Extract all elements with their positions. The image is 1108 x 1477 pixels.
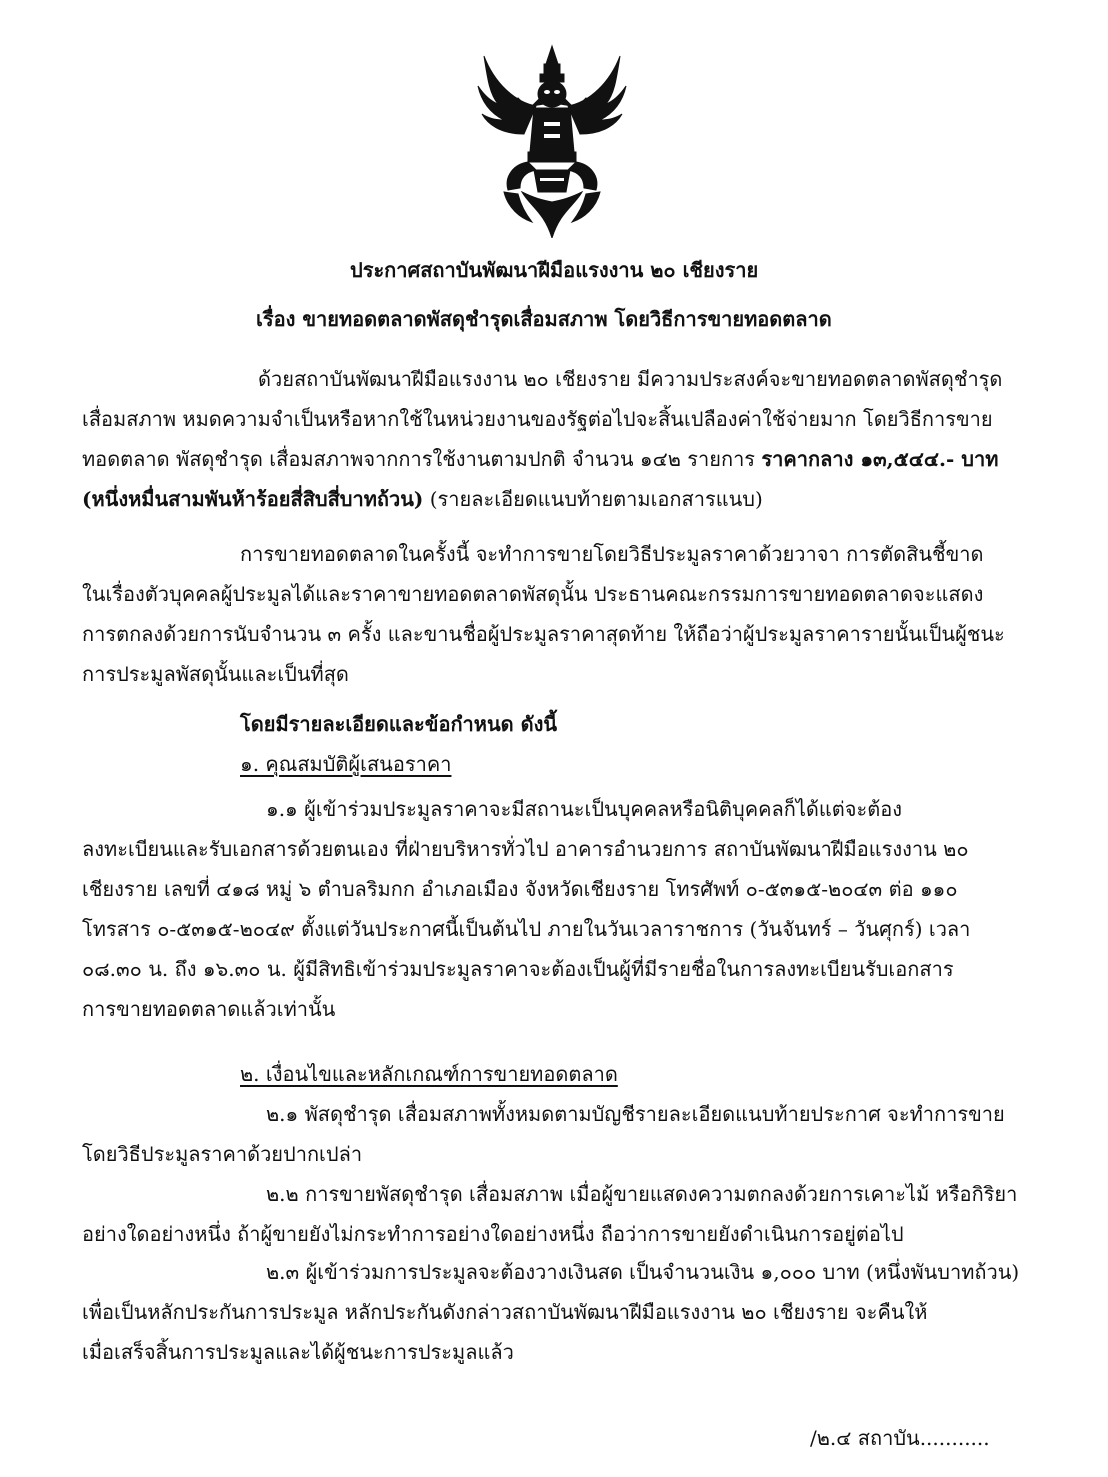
section1-line2: ลงทะเบียนและรับเอกสารด้วยตนเอง ที่ฝ่ายบริหารทั่วไป อาคารอำนวยการ สถาบันพัฒนาฝีมือแรงงาน ๒๐ — [82, 837, 969, 861]
median-price: ราคากลาง ๑๓,๕๔๔.- บาท — [761, 447, 999, 471]
section1-line5: ๐๘.๓๐ น. ถึง ๑๖.๓๐ น. ผู้มีสิทธิเข้าร่วมประมูลราคาจะต้องเป็นผู้ที่มีรายชื่อในการลงทะเบียนรับเอกสาร — [82, 957, 954, 981]
section2-item3-line2: เพื่อเป็นหลักประกันการประมูล หลักประกันดังกล่าวสถาบันพัฒนาฝีมือแรงงาน ๒๐ เชียงราย จะคืนให้ — [82, 1300, 928, 1324]
para2-line1: การขายทอดตลาดในครั้งนี้ จะทำการขายโดยวิธีประมูลราคาด้วยวาจา การตัดสินชี้ขาด — [240, 542, 984, 566]
section1-heading: ๑. คุณสมบัติผู้เสนอราคา — [240, 752, 452, 776]
garuda-emblem-icon — [474, 42, 630, 238]
section2-item3-line1: ๒.๓ ผู้เข้าร่วมการประมูลจะต้องวางเงินสด เป็นจำนวนเงิน ๑,๐๐๐ บาท (หนึ่งพันบาทถ้วน) — [266, 1260, 1020, 1284]
section1-line4: โทรสาร ๐-๕๓๑๕-๒๐๔๙ ตั้งแต่วันประกาศนี้เป็นต้นไป ภายในวันเวลาราชการ (วันจันทร์ – วันศุกร์) เวลา — [82, 917, 971, 941]
announcement-subject: เรื่อง ขายทอดตลาดพัสดุชำรุดเสื่อมสภาพ โดยวิธีการขายทอดตลาด — [256, 307, 832, 331]
section1-line3: เชียงราย เลขที่ ๔๑๘ หมู่ ๖ ตำบลริมกก อำเภอเมือง จังหวัดเชียงราย โทรศัพท์ ๐-๕๓๑๕-๒๐๔๓ ต่อ ๑๑๐ — [82, 877, 958, 901]
details-heading: โดยมีรายละเอียดและข้อกำหนด ดังนี้ — [240, 712, 558, 736]
section2-item2-line2: อย่างใดอย่างหนึ่ง ถ้าผู้ขายยังไม่กระทำการอย่างใดอย่างหนึ่ง ถือว่าการขายยังดำเนินการอยู่ต่อไป — [82, 1222, 904, 1246]
median-price-words: (หนึ่งหมื่นสามพันห้าร้อยสี่สิบสี่บาทถ้วน) — [82, 487, 424, 511]
para1-line1: ด้วยสถาบันพัฒนาฝีมือแรงงาน ๒๐ เชียงราย มีความประสงค์จะขายทอดตลาดพัสดุชำรุด — [258, 367, 1003, 391]
section1-line1: ๑.๑ ผู้เข้าร่วมประมูลราคาจะมีสถานะเป็นบุคคลหรือนิติบุคคลก็ได้แต่จะต้อง — [266, 797, 903, 821]
para1-line4-text: (รายละเอียดแนบท้ายตามเอกสารแนบ) — [423, 487, 763, 511]
section1-line6: การขายทอดตลาดแล้วเท่านั้น — [82, 997, 336, 1021]
section2-item3-line3: เมื่อเสร็จสิ้นการประมูลและได้ผู้ชนะการประมูลแล้ว — [82, 1340, 514, 1364]
para1-line2: เสื่อมสภาพ หมดความจำเป็นหรือหากใช้ในหน่วยงานของรัฐต่อไปจะสิ้นเปลืองค่าใช้จ่ายมาก โดยวิธีการขาย — [82, 407, 993, 431]
section2-heading: ๒. เงื่อนไขและหลักเกณฑ์การขายทอดตลาด — [240, 1062, 618, 1086]
para2-line4: การประมูลพัสดุนั้นและเป็นที่สุด — [82, 662, 349, 686]
section2-item1-line1: ๒.๑ พัสดุชำรุด เสื่อมสภาพทั้งหมดตามบัญชีรายละเอียดแนบท้ายประกาศ จะทำการขาย — [266, 1102, 1005, 1126]
para1-line3 — [82, 445, 998, 473]
section2-item1-line2: โดยวิธีประมูลราคาด้วยปากเปล่า — [82, 1142, 363, 1166]
para1-line3-text: ทอดตลาด พัสดุชำรุด เสื่อมสภาพจากการใช้งานตามปกติ จำนวน ๑๔๒ รายการ — [82, 447, 762, 471]
page-continuation: /๒.๔ สถาบัน........... — [810, 1426, 990, 1450]
para2-line2: ในเรื่องตัวบุคคลผู้ประมูลได้และราคาขายทอดตลาดพัสดุนั้น ประธานคณะกรรมการขายทอดตลาดจะแสดง — [82, 582, 984, 606]
para1-line4 — [82, 485, 763, 513]
para2-line3: การตกลงด้วยการนับจำนวน ๓ ครั้ง และขานชื่อผู้ประมูลราคาสุดท้าย ให้ถือว่าผู้ประมูลราคารายนั้นเป็นผู้ชนะ — [82, 622, 1005, 646]
section2-item2-line1: ๒.๒ การขายพัสดุชำรุด เสื่อมสภาพ เมื่อผู้ขายแสดงความตกลงด้วยการเคาะไม้ หรือกิริยา — [266, 1182, 1018, 1206]
announcement-title: ประกาศสถาบันพัฒนาฝีมือแรงงาน ๒๐ เชียงราย — [350, 258, 759, 282]
